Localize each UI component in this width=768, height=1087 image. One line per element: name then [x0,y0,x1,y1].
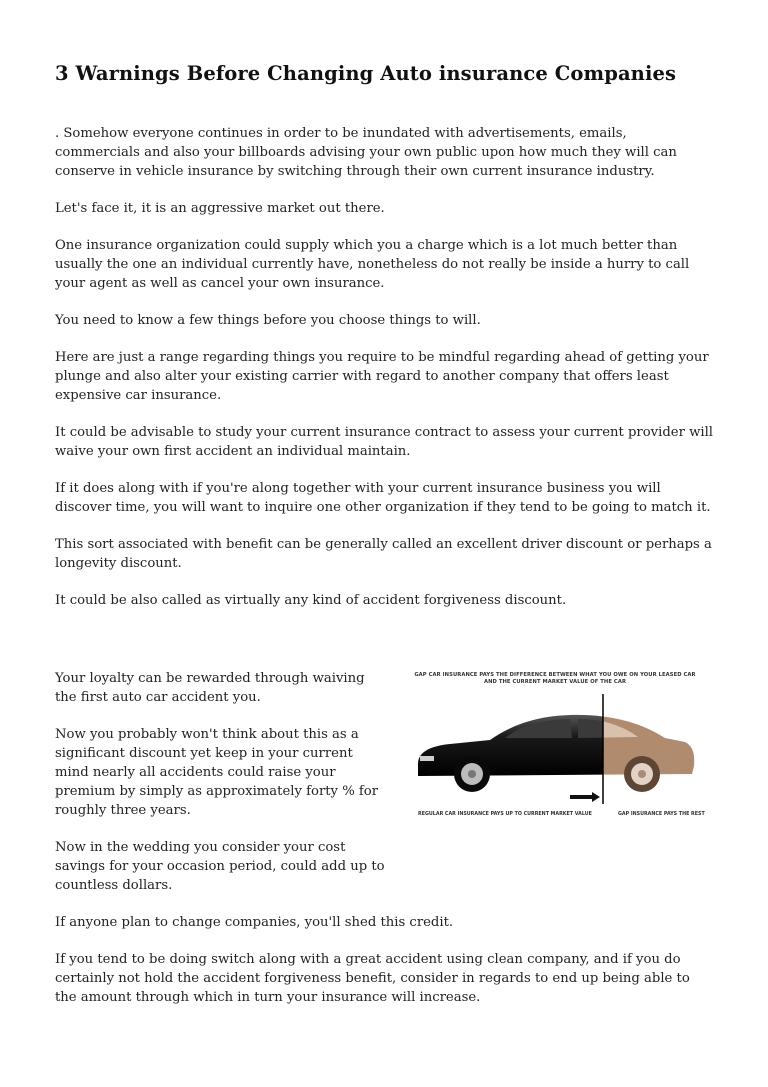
arrow-icon [570,792,600,802]
paragraph: . Somehow everyone continues in order to be inundated with advertisements, emails, commercials and also your billboards advising your own public upon how much they will can conserve in vehicle insurance by switching through their own current insurance industry. [55,126,677,179]
image-section [55,669,715,1025]
paragraph: Let's face it, it is an aggressive market out there. [55,201,385,216]
after-text [55,913,715,1007]
paragraph: You need to know a few things before you choose things to will. [55,313,481,328]
paragraph: If it does along with if you're along together with your current insurance business you will discover time, you will want to inquire one other organization if they tend to be going to match it. [55,481,711,515]
paragraph: One insurance organization could supply which you a charge which is a lot much better than usually the one an individual currently have, nonetheless do not really be inside a hurry to call your agent as well as cancel your own insurance. [55,238,690,291]
car-illustration [410,694,700,804]
paragraph: Here are just a range regarding things you require to be mindful regarding ahead of getting your plunge and also alter your existing carrier with regard to another company that offers least expensive car insurance. [55,350,709,403]
paragraph: Now you probably won't think about this as a significant discount yet keep in your current mind nearly all accidents could raise your premium by simply as approximately forty % for roughly three years. [55,727,379,818]
rear-wheel [624,756,660,792]
paragraph: This sort associated with benefit can be generally called an excellent driver discount or perhaps a longevity discount. [55,537,712,571]
front-wheel [454,756,490,792]
paragraph: Your loyalty can be rewarded through waiving the first auto car accident you. [55,671,365,705]
figure-caption-right: GAP INSURANCE PAYS THE REST [618,812,705,817]
gap-insurance-figure [410,672,705,820]
float-text-column [55,669,385,895]
paragraph: Now in the wedding you consider your cost savings for your occasion period, could add up to countless dollars. [55,840,385,893]
figure-caption-left: REGULAR CAR INSURANCE PAYS UP TO CURRENT MARKET VALUE [418,812,592,817]
page-title: 3 Warnings Before Changing Auto insurance Companies [55,62,677,85]
paragraph: If you tend to be doing switch along with a great accident using clean company, and if you do certainly not hold the accident forgiveness benefit, consider in regards to end up being able to the amount through which in turn your insurance will increase. [55,952,690,1005]
figure-caption-top: GAP CAR INSURANCE PAYS THE DIFFERENCE BETWEEN WHAT YOU OWE ON YOUR LEASED CAR AND THE CURRENT MARKET VALUE OF THE CAR [414,672,696,685]
paragraph: If anyone plan to change companies, you'll shed this credit. [55,915,454,930]
paragraph: It could be also called as virtually any kind of accident forgiveness discount. [55,593,567,608]
paragraph: It could be advisable to study your current insurance contract to assess your current provider will waive your own first accident an individual maintain. [55,425,714,459]
article-body [55,124,715,628]
